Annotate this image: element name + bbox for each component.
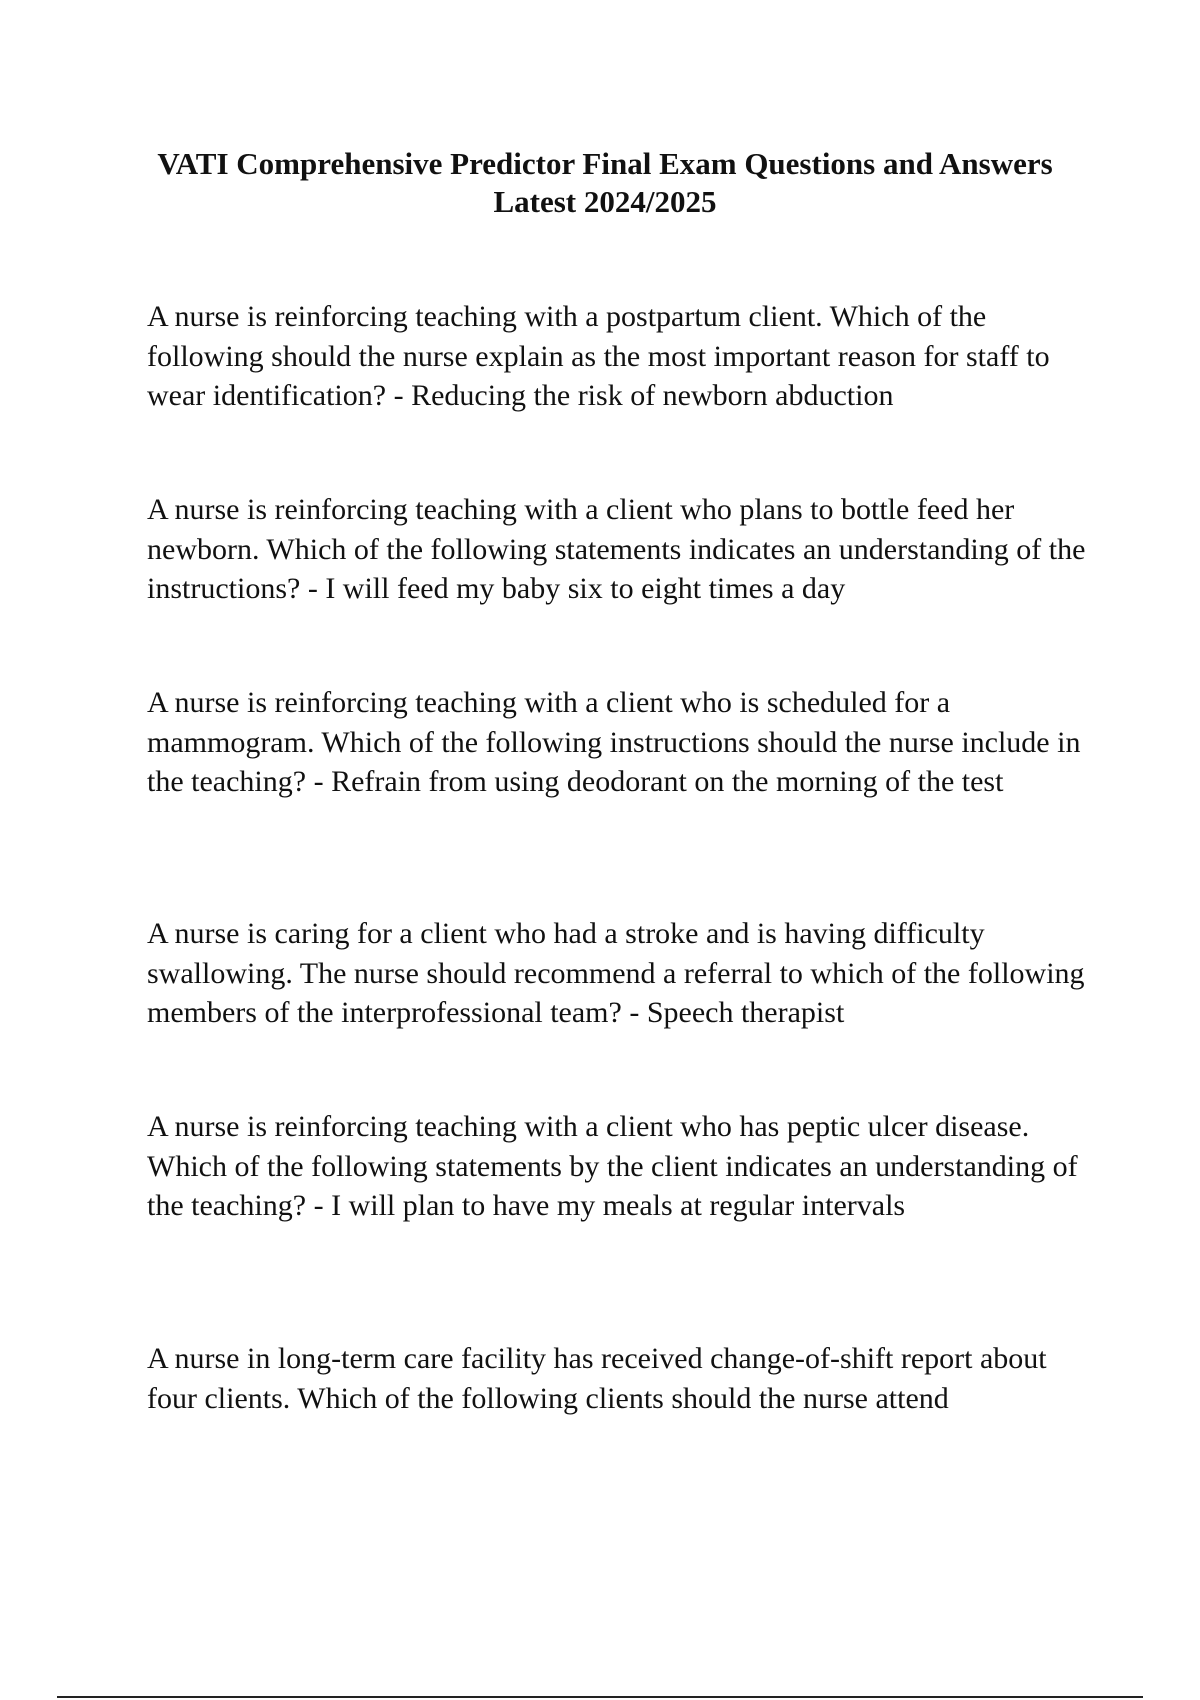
question-text: A nurse is reinforcing teaching with a client who has peptic ulcer disease. Which of the following statements by the client indicates an understanding of the teaching? xyxy=(147,1110,1078,1222)
question-text: A nurse is reinforcing teaching with a postpartum client. Which of the following should the nurse explain as the most important reason for staff to wear identification? xyxy=(147,300,1050,412)
answer-text: Reducing the risk of newborn abduction xyxy=(411,379,894,412)
question-text: A nurse is caring for a client who had a stroke and is having difficulty swallowing. The nurse should recommend a referral to which of the following members of the interprofessional team? xyxy=(147,917,1085,1029)
answer-text: Speech therapist xyxy=(646,996,845,1029)
qa-item xyxy=(147,1339,1092,1418)
qa-item xyxy=(147,683,1092,802)
separator: - xyxy=(306,765,332,798)
answer-text: Refrain from using deodorant on the morning of the test xyxy=(331,765,1004,798)
qa-item xyxy=(147,1107,1092,1226)
document-title: VATI Comprehensive Predictor Final Exam Questions and Answers Latest 2024/2025 xyxy=(157,146,1053,219)
separator: - xyxy=(300,572,326,605)
qa-item xyxy=(147,490,1092,609)
answer-text: I will plan to have my meals at regular intervals xyxy=(331,1189,906,1222)
question-text: A nurse is reinforcing teaching with a client who plans to bottle feed her newborn. Which of the following statements indicates an understanding of the instructions? xyxy=(147,493,1086,605)
separator: - xyxy=(621,996,647,1029)
separator: - xyxy=(306,1189,332,1222)
separator: - xyxy=(386,379,412,412)
qa-item xyxy=(147,297,1092,416)
qa-item xyxy=(147,914,1092,1033)
page-divider xyxy=(57,1696,1143,1698)
answer-text: I will feed my baby six to eight times a day xyxy=(325,572,846,605)
question-text: A nurse in long-term care facility has received change-of-shift report about four clients. Which of the following clients should the nurse attend xyxy=(147,1342,1047,1415)
question-text: A nurse is reinforcing teaching with a client who is scheduled for a mammogram. Which of the following instructions should the nurse include in the teaching? xyxy=(147,686,1081,798)
